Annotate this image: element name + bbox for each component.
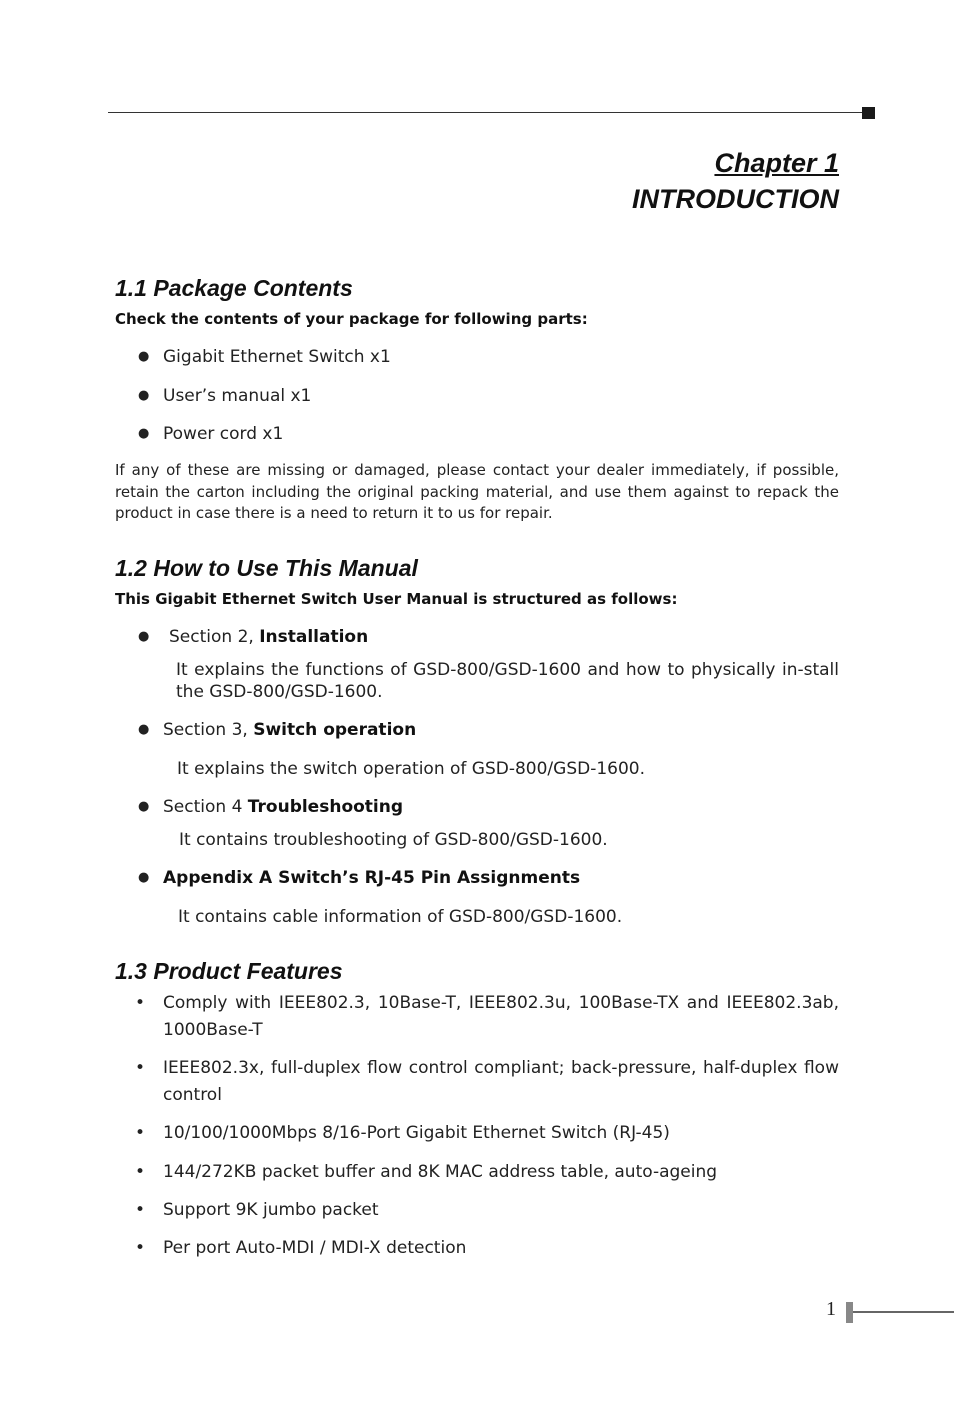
- bullet-icon: ●: [138, 388, 150, 403]
- feature-item: • IEEE802.3x, full-duplex flow control compliant; back-pressure, half-duplex flow control: [135, 1055, 839, 1109]
- feature-item: • Comply with IEEE802.3, 10Base-T, IEEE802.3u, 100Base-TX and IEEE802.3ab, 1000Base-T: [135, 990, 839, 1044]
- list-item: ● User’s manual x1: [138, 386, 312, 406]
- item-description: It contains cable information of GSD-800/GSD-1600.: [178, 907, 623, 927]
- list-item: ● Section 2, Installation: [138, 627, 369, 647]
- bullet-icon: ●: [138, 870, 150, 885]
- list-item: ● Section 3, Switch operation: [138, 720, 417, 740]
- feature-item: • 144/272KB packet buffer and 8K MAC address table, auto-ageing: [135, 1159, 839, 1186]
- bullet-icon: •: [135, 1238, 146, 1258]
- bullet-icon: ●: [138, 349, 150, 364]
- bullet-icon: •: [135, 1123, 146, 1143]
- list-item: ● Section 4 Troubleshooting: [138, 797, 404, 817]
- footer-marker: [846, 1302, 853, 1323]
- bullet-icon: ●: [138, 799, 150, 814]
- body-paragraph: If any of these are missing or damaged, please contact your dealer immediately, if possible, retain the carton including the original packing material, and use them against to repack the product in case there is a need to return it to us for repair.: [115, 461, 839, 522]
- footer-rule: [853, 1311, 954, 1313]
- list-item: ● Power cord x1: [138, 424, 284, 444]
- list-item: ● Gigabit Ethernet Switch x1: [138, 347, 391, 367]
- bullet-icon: ●: [138, 629, 150, 644]
- feature-item: • 10/100/1000Mbps 8/16-Port Gigabit Ethernet Switch (RJ-45): [135, 1120, 839, 1147]
- chapter-name: INTRODUCTION: [632, 184, 839, 214]
- section-heading-package-contents: 1.1 Package Contents: [115, 275, 353, 301]
- item-description: It explains the functions of GSD-800/GSD-1600 and how to physically in-stall the GSD-800/GSD-1600.: [176, 660, 839, 702]
- section-lead: Check the contents of your package for following parts:: [115, 310, 588, 328]
- chapter-number: Chapter 1: [714, 148, 839, 178]
- list-item: ● Appendix A Switch’s RJ-45 Pin Assignments: [138, 868, 581, 888]
- page-number: 1: [826, 1298, 836, 1320]
- bullet-icon: •: [135, 1058, 146, 1078]
- header-rule: [108, 112, 864, 113]
- bullet-icon: ●: [138, 426, 150, 441]
- chapter-title: [632, 146, 839, 218]
- section-heading-how-to-use: 1.2 How to Use This Manual: [115, 555, 418, 581]
- bullet-icon: ●: [138, 722, 150, 737]
- item-description: It explains the switch operation of GSD-800/GSD-1600.: [177, 759, 646, 779]
- bullet-icon: •: [135, 1200, 146, 1220]
- bullet-icon: •: [135, 993, 146, 1013]
- bullet-icon: •: [135, 1162, 146, 1182]
- feature-item: • Per port Auto-MDI / MDI-X detection: [135, 1235, 839, 1262]
- section-lead: This Gigabit Ethernet Switch User Manual is structured as follows:: [115, 590, 678, 608]
- section-heading-product-features: 1.3 Product Features: [115, 958, 343, 984]
- feature-item: • Support 9K jumbo packet: [135, 1197, 839, 1224]
- header-marker: [862, 107, 875, 119]
- item-description: It contains troubleshooting of GSD-800/GSD-1600.: [179, 830, 608, 850]
